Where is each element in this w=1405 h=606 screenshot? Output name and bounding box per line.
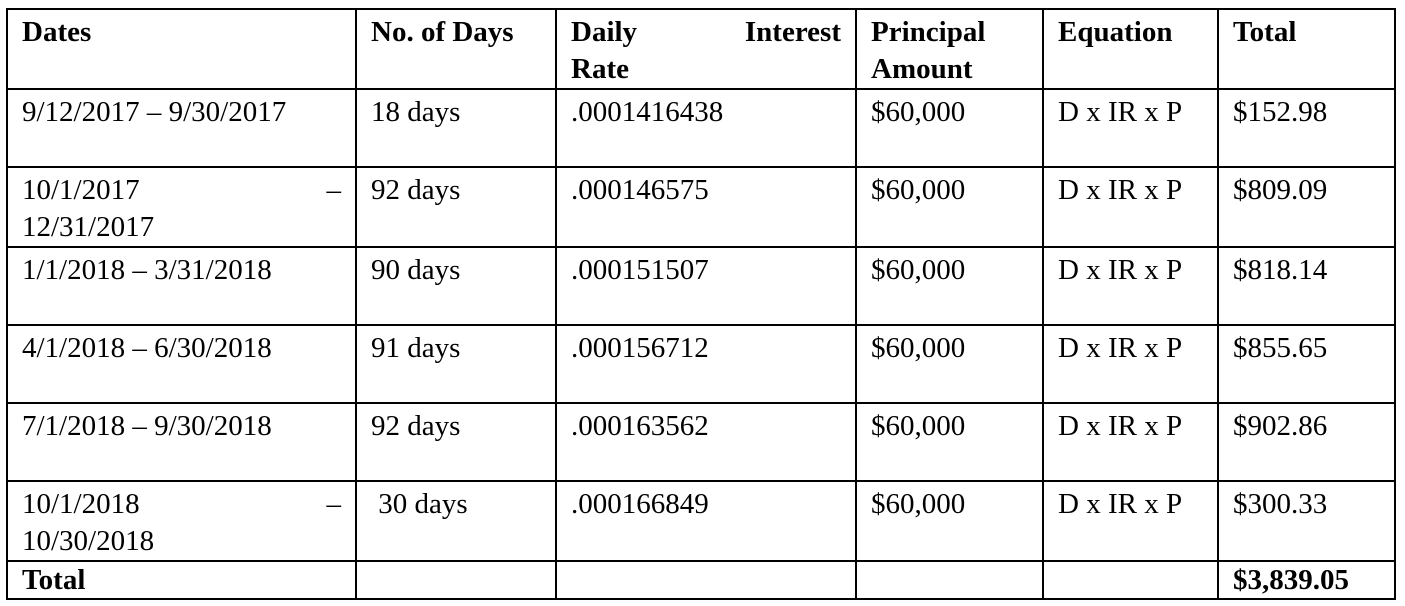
cell-dates (7, 481, 356, 561)
cell-equation: D x IR x P (1043, 481, 1218, 561)
cell-total: $152.98 (1218, 89, 1395, 167)
dates-line1 (22, 172, 341, 209)
cell-total: $855.65 (1218, 325, 1395, 403)
cell-rate: .000163562 (556, 403, 856, 481)
header-rate-line1 (571, 14, 841, 51)
dates-text: 7/1/2018 – 9/30/2018 (22, 410, 272, 442)
header-equation (1043, 9, 1218, 89)
table-row (7, 167, 1395, 247)
total-empty-cell (1043, 561, 1218, 599)
cell-equation: D x IR x P (1043, 325, 1218, 403)
total-row (7, 561, 1395, 599)
dates-text: 1/1/2018 – 3/31/2018 (22, 254, 272, 286)
header-total (1218, 9, 1395, 89)
dates-dash: – (326, 488, 341, 520)
cell-equation: D x IR x P (1043, 167, 1218, 247)
header-dates (7, 9, 356, 89)
cell-total: $818.14 (1218, 247, 1395, 325)
cell-dates (7, 167, 356, 247)
cell-dates (7, 247, 356, 325)
total-label-cell: Total (7, 561, 356, 599)
total-empty-cell (856, 561, 1043, 599)
cell-days: 18 days (356, 89, 556, 167)
total-empty-cell (356, 561, 556, 599)
dates-start: 10/1/2017 (22, 174, 140, 206)
cell-days (356, 481, 556, 561)
cell-principal: $60,000 (856, 89, 1043, 167)
header-rate-word1: Daily (571, 16, 638, 48)
cell-principal: $60,000 (856, 403, 1043, 481)
cell-equation: D x IR x P (1043, 89, 1218, 167)
table-row (7, 89, 1395, 167)
cell-dates (7, 89, 356, 167)
header-rate (556, 9, 856, 89)
header-principal (856, 9, 1043, 89)
cell-total: $902.86 (1218, 403, 1395, 481)
dates-start: 10/1/2018 (22, 488, 140, 520)
cell-rate: .000156712 (556, 325, 856, 403)
cell-equation: D x IR x P (1043, 403, 1218, 481)
cell-days: 92 days (356, 167, 556, 247)
table-row (7, 481, 1395, 561)
cell-principal: $60,000 (856, 247, 1043, 325)
dates-line1 (22, 486, 341, 523)
cell-principal: $60,000 (856, 167, 1043, 247)
cell-days: 90 days (356, 247, 556, 325)
header-rate-word3: Rate (571, 53, 629, 85)
dates-end: 12/31/2017 (22, 211, 155, 243)
table-row (7, 403, 1395, 481)
table-header-row (7, 9, 1395, 89)
dates-text: 4/1/2018 – 6/30/2018 (22, 332, 272, 364)
table-row (7, 325, 1395, 403)
header-equation-label: Equation (1058, 16, 1173, 48)
cell-rate: .0001416438 (556, 89, 856, 167)
cell-dates (7, 403, 356, 481)
interest-calculation-table (6, 8, 1396, 600)
header-total-label: Total (1233, 16, 1297, 48)
dates-end: 10/30/2018 (22, 525, 155, 557)
dates-text: 9/12/2017 – 9/30/2017 (22, 96, 287, 128)
total-empty-cell (556, 561, 856, 599)
cell-total: $809.09 (1218, 167, 1395, 247)
cell-dates (7, 325, 356, 403)
header-days (356, 9, 556, 89)
cell-rate: .000151507 (556, 247, 856, 325)
cell-rate: .000146575 (556, 167, 856, 247)
header-rate-word2: Interest (744, 16, 841, 48)
header-dates-label: Dates (22, 16, 92, 48)
cell-principal: $60,000 (856, 481, 1043, 561)
header-principal-word1: Principal (871, 16, 986, 48)
cell-principal: $60,000 (856, 325, 1043, 403)
cell-rate: .000166849 (556, 481, 856, 561)
cell-total: $300.33 (1218, 481, 1395, 561)
cell-equation: D x IR x P (1043, 247, 1218, 325)
days-text: 30 days (371, 488, 468, 520)
cell-days: 92 days (356, 403, 556, 481)
dates-dash: – (326, 174, 341, 206)
table-row (7, 247, 1395, 325)
cell-days: 91 days (356, 325, 556, 403)
grand-total-cell: $3,839.05 (1218, 561, 1395, 599)
header-days-label: No. of Days (371, 16, 514, 48)
header-principal-word2: Amount (871, 53, 973, 85)
